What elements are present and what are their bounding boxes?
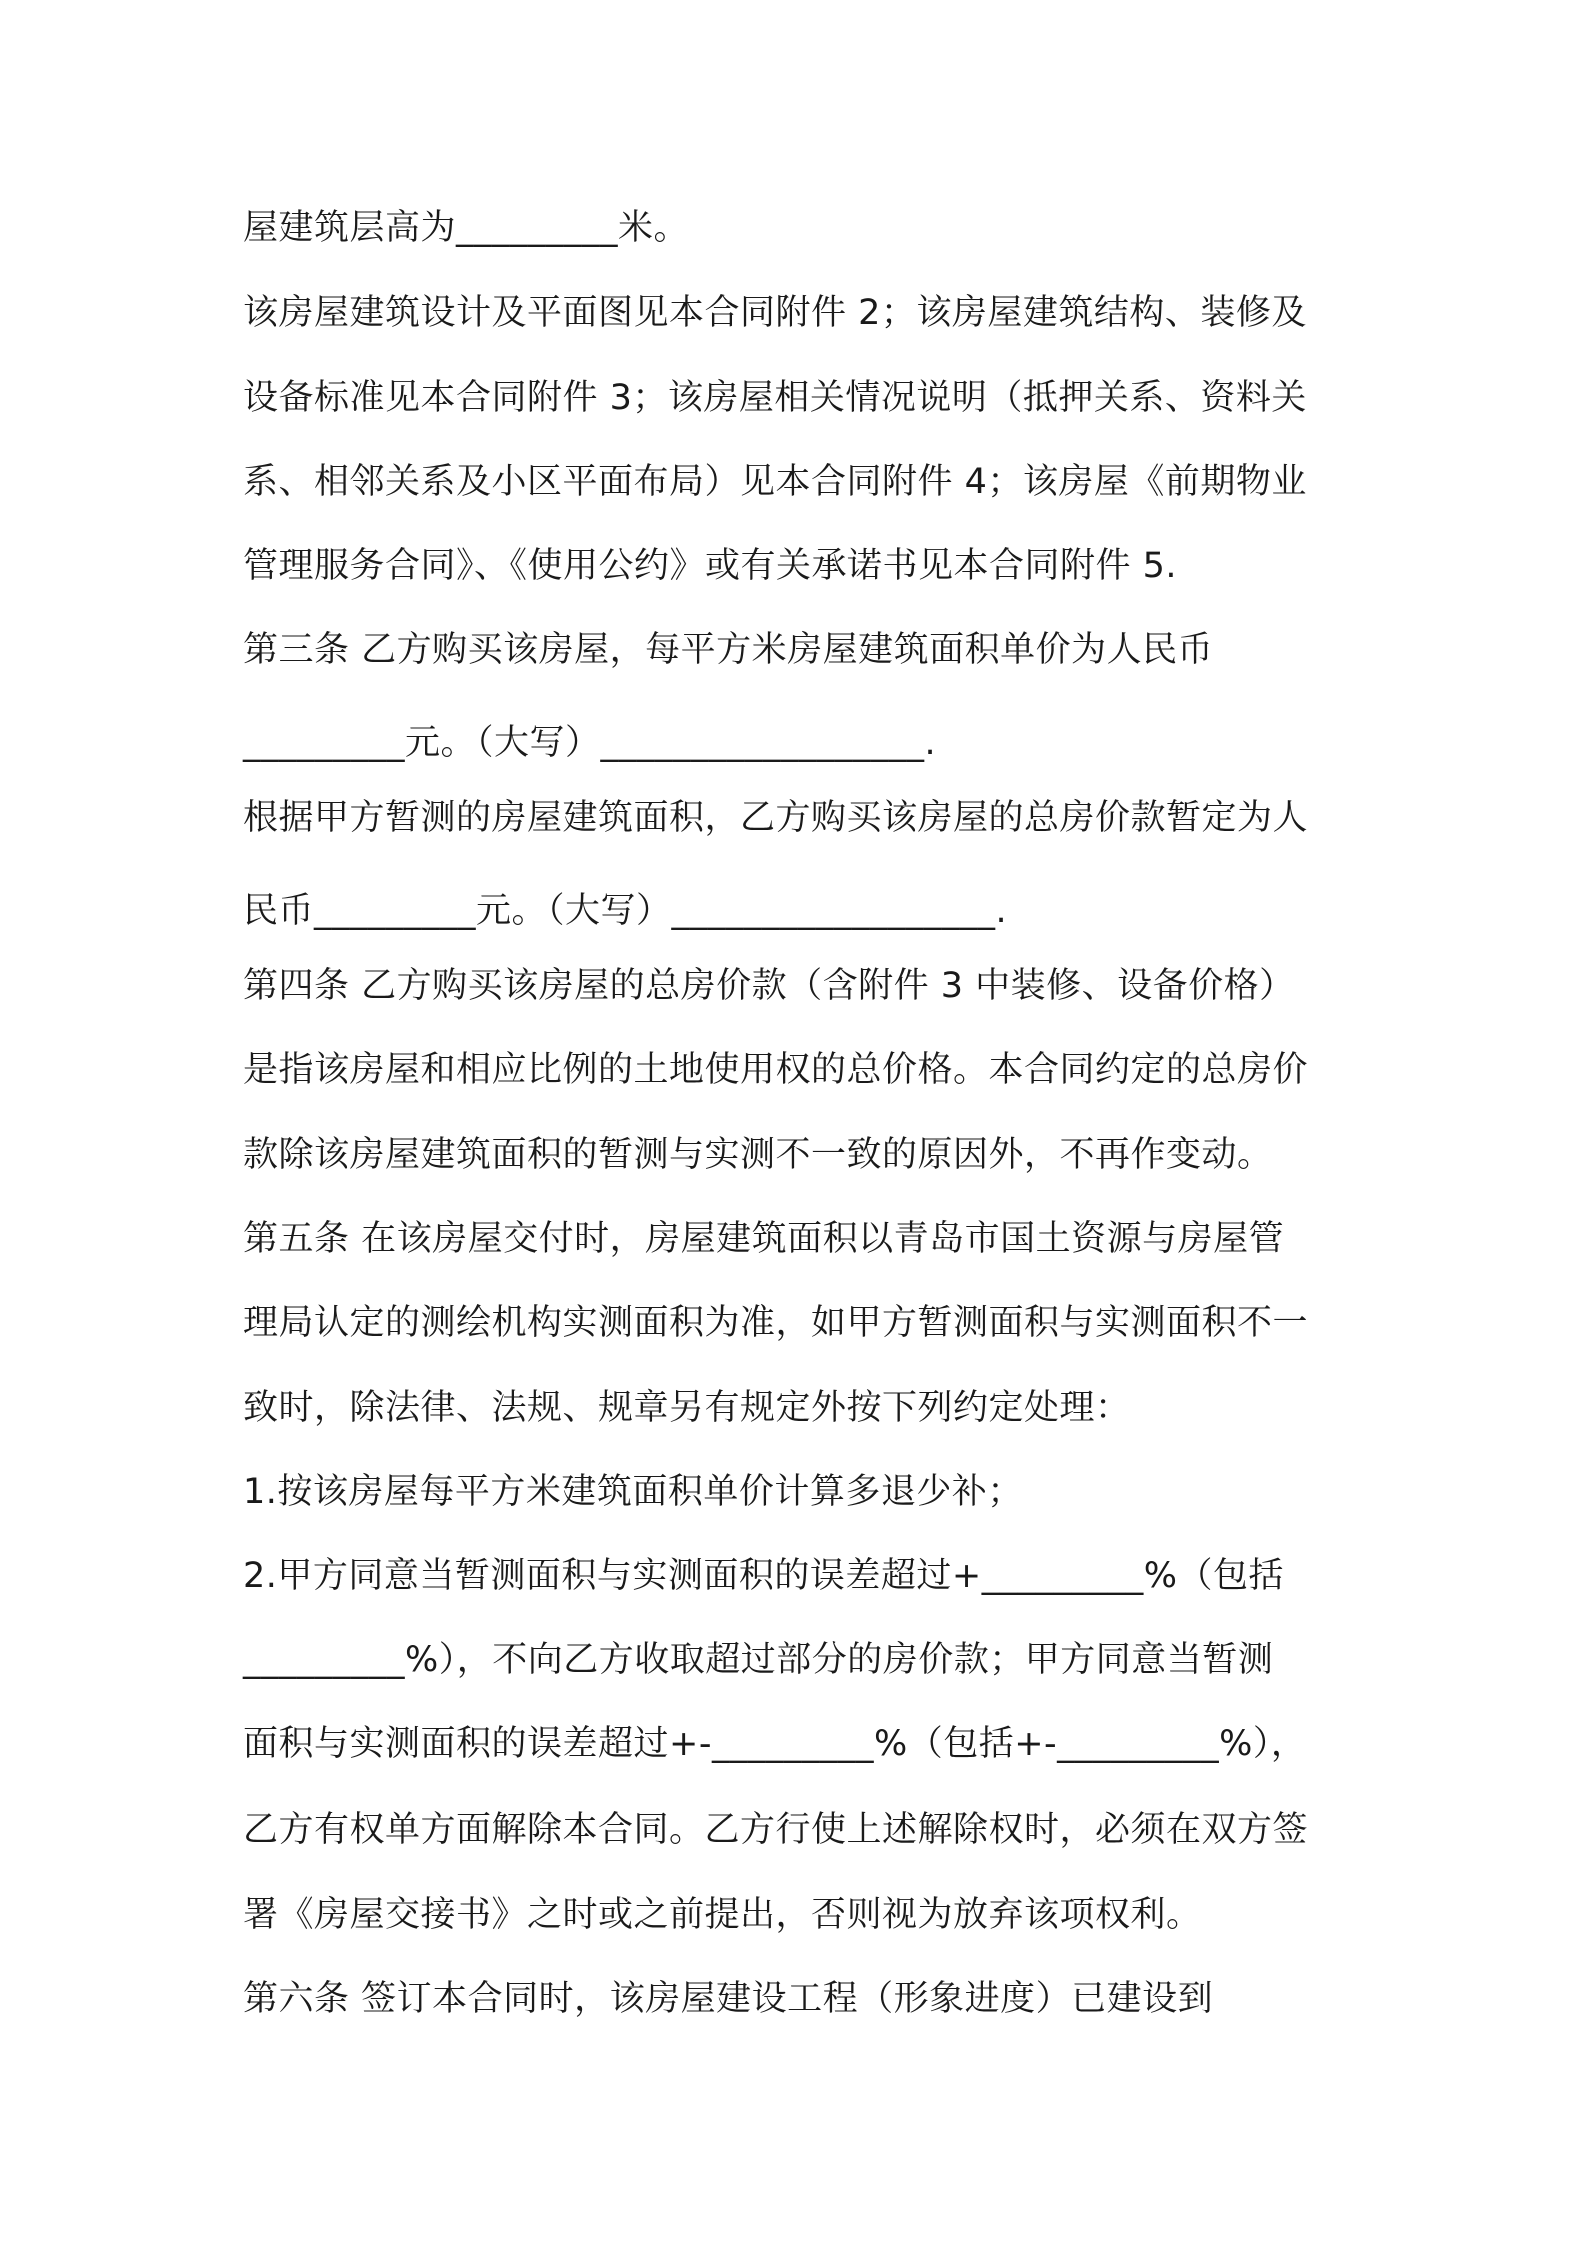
text-line: 屋建筑层高为_________米。 <box>243 208 690 248</box>
text-line: 设备标准见本合同附件 3；该房屋相关情况说明（抵押关系、资料关 <box>243 378 1307 418</box>
text-line: 款除该房屋建筑面积的暂测与实测不一致的原因外，不再作变动。 <box>243 1135 1273 1175</box>
article-heading-line: 第三条 乙方购买该房屋，每平方米房屋建筑面积单价为人民币 <box>243 630 1214 670</box>
text-line: 管理服务合同》、《使用公约》或有关承诺书见本合同附件 5. <box>243 546 1178 586</box>
text-line: _________%），不向乙方收取超过部分的房价款；甲方同意当暂测 <box>243 1640 1274 1680</box>
text-line: 是指该房屋和相应比例的土地使用权的总价格。本合同约定的总房价 <box>243 1050 1309 1090</box>
text-line: 1.按该房屋每平方米建筑面积单价计算多退少补； <box>243 1472 1023 1512</box>
text-line: 根据甲方暂测的房屋建筑面积，乙方购买该房屋的总房价款暂定为人 <box>243 798 1309 838</box>
text-line: _________元。（大写）__________________. <box>243 723 937 763</box>
article-heading-line: 第五条 在该房屋交付时，房屋建筑面积以青岛市国土资源与房屋管 <box>243 1219 1285 1259</box>
text-line: 乙方有权单方面解除本合同。乙方行使上述解除权时，必须在双方签 <box>243 1810 1309 1850</box>
text-line: 该房屋建筑设计及平面图见本合同附件 2；该房屋建筑结构、装修及 <box>243 293 1307 333</box>
text-line: 致时，除法律、法规、规章另有规定外按下列约定处理： <box>243 1388 1131 1428</box>
article-heading-line: 第四条 乙方购买该房屋的总房价款（含附件 3 中装修、设备价格） <box>243 966 1295 1006</box>
text-line: 署《房屋交接书》之时或之前提出，否则视为放弃该项权利。 <box>243 1895 1202 1935</box>
article-heading-line: 第六条 签订本合同时，该房屋建设工程（形象进度）已建设到 <box>243 1979 1214 2019</box>
text-line: 系、相邻关系及小区平面布局）见本合同附件 4；该房屋《前期物业 <box>243 462 1307 502</box>
text-line: 面积与实测面积的误差超过+-_________%（包括+-_________%）， <box>243 1724 1307 1764</box>
text-line: 2.甲方同意当暂测面积与实测面积的误差超过+_________%（包括 <box>243 1556 1284 1596</box>
text-line: 民币_________元。（大写）__________________. <box>243 891 1008 931</box>
text-line: 理局认定的测绘机构实测面积为准，如甲方暂测面积与实测面积不一 <box>243 1303 1309 1343</box>
